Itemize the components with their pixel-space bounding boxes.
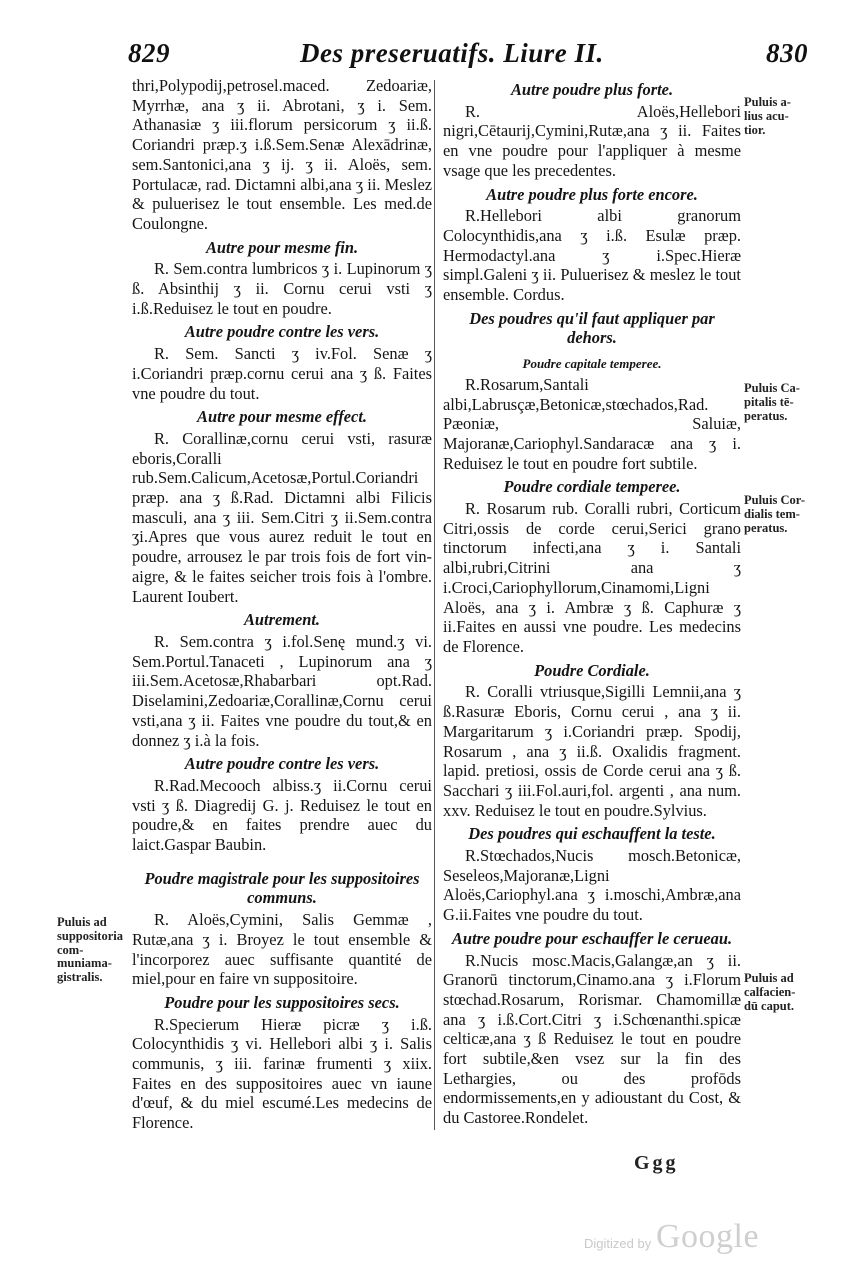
- margin-note-capitalis: [744, 382, 824, 423]
- recipe-text: R. Aloës,Cymini, Salis Gemmæ , Rutæ,ana ʒ i. Broyez le tout ensemble & l'incorporez auec suffisante quantité de miel,pour en faire vn suppositoire.: [132, 910, 432, 989]
- recipe-text: R.Rosarum,Santali albi,Labrusçæ,Betonicæ,stœchados,Rad. Pæoniæ, Saluiæ, Majoranæ,Cariophyl.Sandaracæ ana ʒ i. Reduisez le tout en poudre fort subtile.: [443, 374, 741, 473]
- margin-note-line: Puluis Cor-: [744, 493, 805, 507]
- margin-note-cordialis: [744, 494, 824, 535]
- margin-note-line: peratus.: [744, 408, 788, 423]
- section-heading: Poudre pour les suppositoires secs.: [164, 992, 400, 1012]
- margin-note-suppositoria: [57, 916, 127, 985]
- section-heading: Autre poudre pour eschauffer le cerueau.: [451, 928, 733, 948]
- recipe-text: R.Specierum Hieræ picræ ʒ i.ß. Colocynthidis ʒ vi. Hellebori albi ʒ i. Salis communis, ʒ iii. farinæ frumenti ʒ xiix. Faites en des suppositoires auec vn iaune d'œuf, & du miel escumé.Les medecins de Florence.: [132, 1014, 432, 1133]
- recipe-text: R. Sem.contra lumbricos ʒ i. Lupinorum ʒ ß. Absinthij ʒ ii. Cornu cerui vsti ʒ i.ß.Reduisez le tout en poudre.: [132, 259, 432, 318]
- recipe-text: R. Aloës,Hellebori nigri,Cētaurij,Cymini,Rutæ,ana ʒ ii. Faites en vne poudre pour l'appliquer à mesme vsage que les precedentes.: [443, 101, 741, 180]
- section-heading: Autre pour mesme fin.: [205, 237, 359, 257]
- recipe-text: R. Sem. Sancti ʒ iv.Fol. Senæ ʒ i.Coriandri præp.cornu cerui ana ʒ ß. Faites vne poudre du tout.: [132, 344, 432, 403]
- column-divider: [434, 80, 435, 1130]
- section-heading: Des poudres qu'il faut appliquer par dehors.: [469, 308, 715, 348]
- recipe-text: R. Sem.contra ʒ i.fol.Senę mund.ʒ vi. Sem.Portul.Tanaceti , Lupinorum ana ʒ iii.Sem.Acetosæ,Rhabarbari opt.Rad. Diselamini,Zedoariæ,Corallinæ,Cornu cerui vsti,ana ʒ ii. Faites vne poudre du tout,& en donnez ʒ i.à la fois.: [132, 631, 432, 750]
- section-heading: Autre poudre contre les vers.: [184, 754, 380, 774]
- recipe-text: R. Rosarum rub. Coralli rubri, Corticum Citri,ossis de corde cerui,Serici grano tinctorum infecti,ana ʒ i. Santali albi,rubri,Citrini ana ʒ i.Croci,Cariophyllorum,Cinamomi,Ligni Aloës, ana ʒ i. Ambræ ʒ ß. Caphuræ ʒ ii.Faites en aussi vne poudre. Les medecins de Florence.: [443, 499, 741, 656]
- section-heading: Poudre magistrale pour les suppositoires communs.: [144, 868, 420, 908]
- margin-note-line: pitalis tē-: [744, 394, 794, 409]
- page-number-left: 829: [128, 38, 170, 68]
- recipe-text: R.Nucis mosc.Macis,Galangæ,an ʒ ii. Granorū tinctorum,Cinamo.ana ʒ i.Florum stœchad.Rosarum, Rorismar. Chamomillæ ana ʒ i.ß.Cort.Citri ʒ i.Schœnanthi.spicæ celticæ,ana ʒ ß Reduisez le tout en poudre fort subtile,&en vsez sur la fin des Lethargies, ou des profōds endormissements,en y adioustant du Cost, & du Castoree.Rondelet.: [443, 950, 741, 1128]
- section-heading: Autre poudre contre les vers.: [184, 322, 380, 342]
- margin-note-line: dū caput.: [744, 998, 795, 1013]
- margin-note-line: dialis tem-: [744, 506, 800, 521]
- right-column: [443, 76, 741, 1128]
- margin-note-line: suppositoria com-: [57, 928, 123, 957]
- recipe-text: R.Stœchados,Nucis mosch.Betonicæ, Seseleos,Majoranæ,Ligni Aloës,Cariophyl.ana ʒ i.moschi,Ambræ,ana G.ii.Faites vne poudre du tout.: [443, 846, 741, 925]
- margin-note-line: peratus.: [744, 520, 788, 535]
- section-heading: Autre pour mesme effect.: [197, 407, 367, 427]
- left-column: [132, 76, 432, 1133]
- margin-note-line: lius acu-: [744, 108, 789, 123]
- recipe-text: R.Hellebori albi granorum Colocynthidis,ana ʒ i.ß. Esulæ præp. Hermodactyl.ana ʒ i.Spec.Hieræ simpl.Galeni ʒ ii. Puluerisez & meslez le tout ensemble. Cordus.: [443, 206, 741, 305]
- recipe-text: R.Rad.Mecooch albiss.ʒ ii.Cornu cerui vsti ʒ ß. Diagredij G. j. Reduisez le tout en poudre,& en faites prendre auec du laict.Gaspar Baubin.: [132, 775, 432, 855]
- margin-note-line: Puluis a-: [744, 95, 791, 109]
- page-number-right: 830: [766, 38, 808, 68]
- margin-note-calfaciendum: [744, 972, 824, 1013]
- recipe-text: R. Corallinæ,cornu cerui vsti, rasuræ eboris,Coralli rub.Sem.Calicum,Acetosæ,Portul.Coriandri præp. ana ʒ ß.Rad. Dictamni albi Filicis masculi, ana ʒ iii. Sem.Citri ʒ ii.Sem.contra ʒi.Apres que vous aurez reduit le tout en poudre, arrousez le par trois fois de fort vin-aigre, & le faites seicher trois fois à l'ombre. Laurent Ioubert.: [132, 428, 432, 606]
- margin-note-line: calfacien-: [744, 984, 796, 999]
- margin-note-line: Puluis ad: [57, 915, 107, 929]
- margin-note-acutior: [744, 96, 824, 137]
- margin-note-line: Puluis ad: [744, 971, 794, 985]
- margin-note-line: muniama-: [57, 956, 112, 971]
- google-logo: Google: [656, 1218, 760, 1255]
- margin-note-line: tior.: [744, 122, 766, 137]
- section-heading: Autre poudre plus forte.: [510, 80, 674, 99]
- section-heading: Des poudres qui eschauffent la teste.: [468, 824, 716, 844]
- section-heading: Autrement.: [243, 610, 321, 630]
- subsection-heading: Poudre capitale temperee.: [522, 356, 662, 372]
- margin-note-line: Puluis Ca-: [744, 381, 800, 395]
- section-heading: Poudre Cordiale.: [534, 660, 650, 680]
- running-title: Des preseruatifs. Liure II.: [300, 38, 604, 68]
- recipe-text: thri,Polypodij,petrosel.maced. Zedoariæ, Myrrhæ, ana ʒ ii. Abrotani, ʒ i. Sem. Athanasiæ ʒ iii.florum persicorum ʒ ii.ß. Coriandri præp.ʒ i.ß.Sem.Senæ Alexādrinæ, sem.Santonici,ana ʒ ij. ʒ ii. Aloës, sem. Portulacæ, rad. Dictamni albi,ana ʒ ii. Meslez & puluerisez le tout ensemble. Les med.de Coulongne.: [132, 76, 432, 233]
- section-heading: Autre poudre plus forte encore.: [486, 184, 698, 204]
- digitized-by-text: Digitized by: [584, 1236, 652, 1251]
- recipe-text: R. Coralli vtriusque,Sigilli Lemnii,ana ʒ ß.Rasuræ Eboris, Cornu cerui , ana ʒ ii. Margaritarum ʒ i.Coriandri præp. Spodij, Rosarum , ana ʒ ii.ß. Oxalidis fragment. lapid. pretiosi, ossis de Corde cerui ana ʒ ß. Sacchari ʒ iii.Fol.auri,fol. argenti , ana num. xxv. Reduisez le tout en poudre.Sylvius.: [443, 682, 741, 820]
- signature-mark: Ggg: [634, 1152, 679, 1174]
- section-heading: Poudre cordiale temperee.: [503, 477, 681, 497]
- margin-note-line: gistralis.: [57, 970, 103, 985]
- google-watermark: [584, 1218, 814, 1266]
